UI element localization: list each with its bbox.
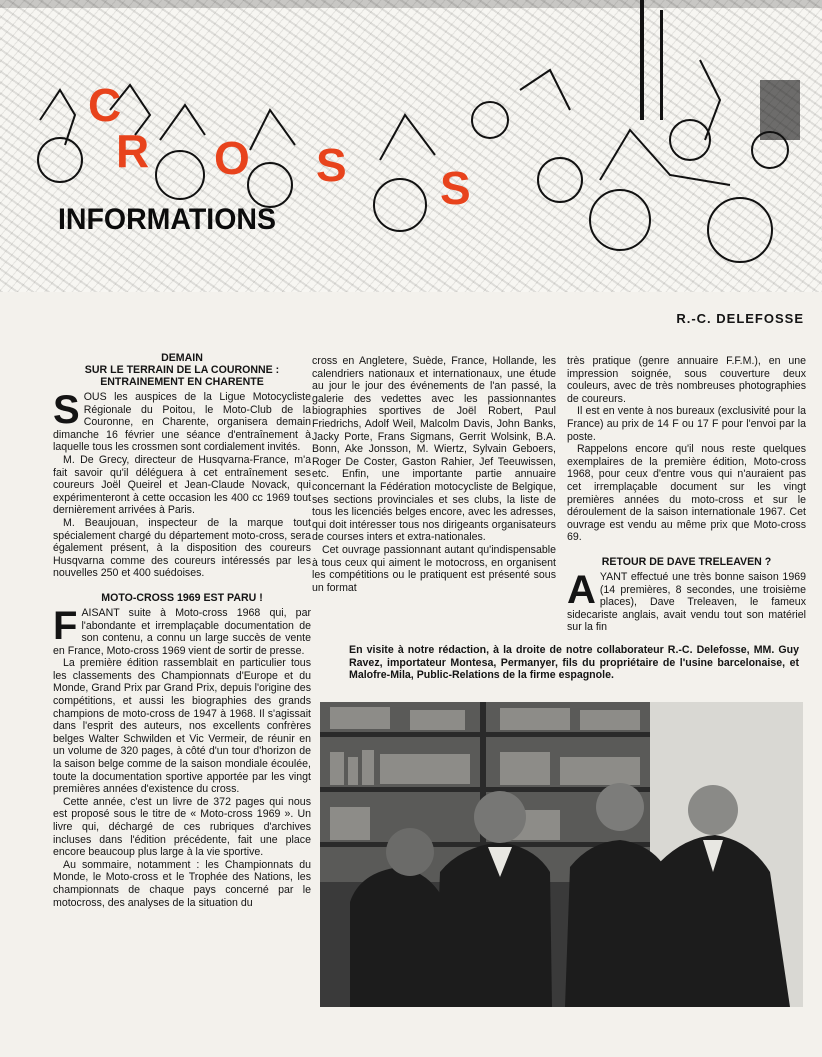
- photo-caption: En visite à notre rédaction, à la droite de notre collaborateur R.-C. Delefosse, MM. Guy Ravez, importateur Montesa, Permanyer, fils du propriétaire de l'usine barcelonaise, et Malofre-Mila, Public-Relations de la firme espagnole.: [349, 644, 799, 681]
- header-banner: [0, 0, 822, 292]
- article2-paragraph: Rappelons encore qu'il nous reste quelques exemplaires de la première édition, Moto-cross 1968, pour ceux d'entre vous qui n'auraient pas cet irremplaçable document sur les vingt premières années du moto-cross et sur le déroulement de la saison internationale 1967. Cet ouvrage est vendu au même prix que Moto-cross 69.: [567, 443, 806, 544]
- cross-letter-r: R: [116, 125, 150, 177]
- article-heading-treleaven: RETOUR DE DAVE TRELEAVEN ?: [601, 555, 772, 568]
- article2-paragraph: La première édition rassemblait en particulier tous les classements des Championnats d'Europe et du Monde, Grand Prix par Grand Prix, depuis l'origine des compétitions, et aussi les biographies des grands champions de moto-cross de 1947 à 1968. Il s'agissait dans l'esprit des auteurs, nos excellents confrères belges Walter Schwilden et Vic Vermeir, de réunir en un volume de 320 pages, à côté d'un tour d'horizon de la saison belge comme de la saison mondiale écoulée, toute la documentation sportive apportée par les vingt premières années d'existence du cross.: [53, 657, 311, 796]
- cross-letter-s1: S: [316, 139, 347, 191]
- column-3: [567, 355, 806, 634]
- article2-paragraph: très pratique (genre annuaire F.F.M.), en une impression soignée, sous couverture deux couleurs, avec de très nombreuses photographies de coureurs.: [567, 355, 806, 405]
- article-heading-demain: DEMAIN SUR LE TERRAIN DE LA COURONNE : ENTRAINEMENT EN CHARENTE: [84, 352, 280, 388]
- cross-letter-s2: S: [440, 162, 471, 214]
- article1-paragraph: M. De Grecy, directeur de Husqvarna-France, m'a fait savoir qu'il déléguera à cet entraînement ses coureurs Joël Queirel et Jean-Claude Novack, qui expérimenteront à cette occasion les 400 cc 1969 tout dernièrement arrivées à Paris.: [53, 453, 311, 517]
- article2-paragraph: cross en Angletere, Suède, France, Hollande, les calendriers nationaux et internationaux, une étude au jour le jour des événements de l'an passé, la galerie des vedettes avec les passionnantes biographies sportives de Joël Robert, Paul Friedrichs, Adolf Weil, Malcolm Davis, John Banks, Jacky Porte, Frans Sigmans, Gerrit Wolsink, B.A. Bonn, Ake Jonsson, M. Wiertz, Sylvain Geboers, Roger De Coster, Gaston Rahier, Jef Teeuwissen, etc. Enfin, une importante partie annuaire concernant la Fédération motocycliste de Belgique, ses sections provinciales et ses clubs, la liste de tous les licenciés belges encore, avec les adresses, qui doit intéresser tous nos dirigeants organisateurs de courses inters et extra-nationales.: [312, 355, 556, 544]
- photo-four-men: [320, 702, 803, 1007]
- article2-paragraph: FAISANT suite à Moto-cross 1968 qui, par l'abondante et irremplaçable documentation de son contenu, a connu un large succès de vente en France, Moto-cross 1969 vient de sortir de presse.: [53, 603, 311, 657]
- article1-paragraph: M. Beaujouan, inspecteur de la marque tout spécialement chargé du département moto-cross, sera également présent, à la disposition des coureurs Husqvarna comme des coureurs intéressés par les nouvelles 250 et 400 suédoises.: [53, 516, 311, 580]
- drop-cap: F: [53, 603, 78, 648]
- cross-letter-o: O: [214, 132, 250, 184]
- section-subtitle: INFORMATIONS: [58, 203, 276, 236]
- author-name: R.-C. DELEFOSSE: [676, 311, 804, 326]
- drop-cap: S: [53, 388, 80, 432]
- article1-paragraph: SOUS les auspices de la Ligue Motocycliste Régionale du Poitou, le Moto-Club de la Couronne, en Charente, organisera demain dimanche 16 février une séance d'entraînement à laquelle tous les crossmen sont cordialement invités.: [53, 388, 311, 454]
- column-1: [53, 352, 311, 909]
- column-2: [312, 355, 556, 594]
- article3-paragraph: AYANT effectué une très bonne saison 1969 (14 premières, 8 secondes, une troisième places), Dave Treleaven, le fameux sidecariste anglais, avait vendu tout son matériel sur la fin: [567, 567, 806, 634]
- article2-paragraph: Cet ouvrage passionnant autant qu'indispensable à tous ceux qui aiment le motocross, en organisent les compétitions ou le pratiquent est présenté sous un format: [312, 543, 556, 594]
- article2-paragraph: Cette année, c'est un livre de 372 pages qui nous est proposé sous le titre de « Moto-cross 1969 ». Un livre qui, déchargé de ces rubriques d'archives incluses dans l'édition précédente, fait une place encore beaucoup plus large à la vie sportive.: [53, 795, 311, 859]
- article2-paragraph: Au sommaire, notamment : les Championnats du Monde, le Moto-cross et le Trophée des Nations, les championnats de chaque pays concerné par le motocross, des analyses de la situation du: [53, 858, 311, 909]
- photo-illustration: [320, 702, 803, 1007]
- article-heading-motocross: MOTO-CROSS 1969 EST PARU !: [101, 591, 263, 604]
- cross-letter-c: C: [88, 79, 122, 131]
- drop-cap: A: [567, 567, 596, 612]
- article2-paragraph: Il est en vente à nos bureaux (exclusivité pour la France) au prix de 14 F ou 17 F pour l'envoi par la poste.: [567, 405, 806, 443]
